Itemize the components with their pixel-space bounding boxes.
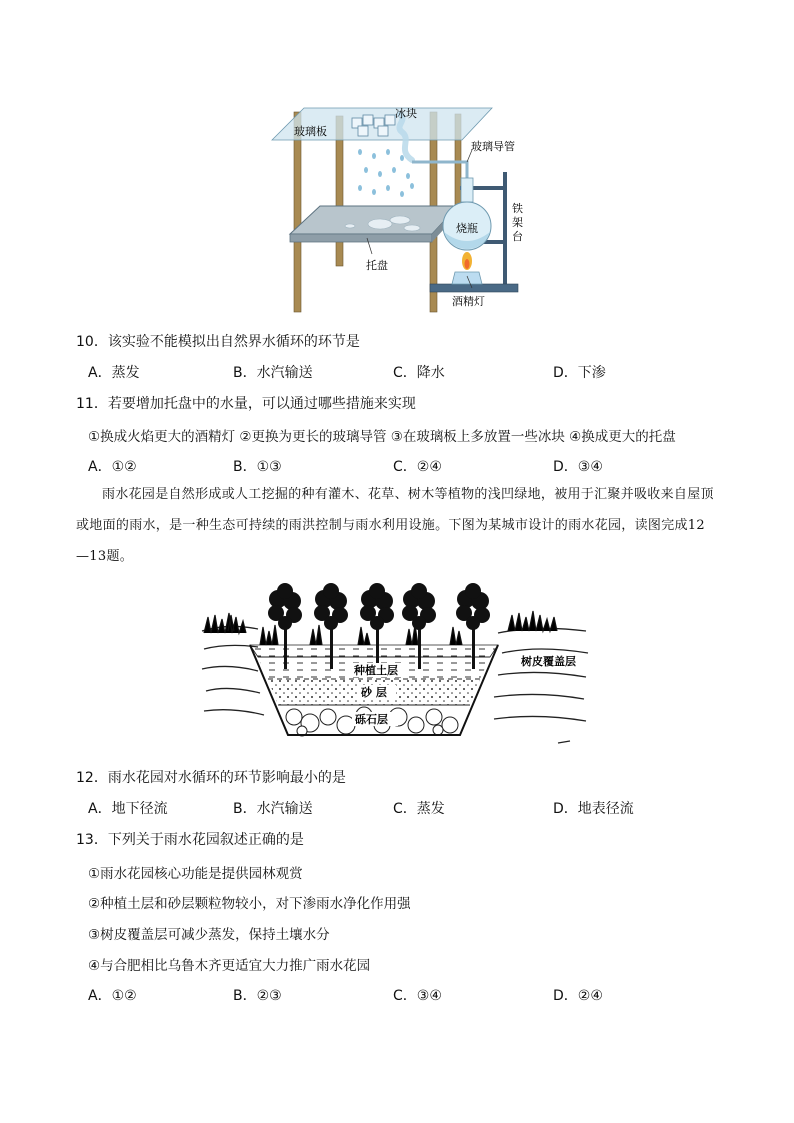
- label-gravel-layer: 砾石层: [355, 713, 388, 726]
- q13-statement-2: ②种植土层和砂层颗粒物较小，对下渗雨水净化作用强: [88, 896, 411, 912]
- q12-option-a[interactable]: A．地下径流: [88, 801, 168, 817]
- q11-option-c[interactable]: C．②④: [393, 459, 442, 475]
- q11-stem: 11．若要增加托盘中的水量，可以通过哪些措施来实现: [76, 396, 416, 412]
- q10-option-b[interactable]: B．水汽输送: [233, 365, 313, 381]
- q12-option-d[interactable]: D．地表径流: [553, 801, 634, 817]
- rain-garden-diagram: [198, 583, 592, 748]
- q11-statement: ①换成火焰更大的酒精灯 ②更换为更长的玻璃导管 ③在玻璃板上多放置一些冰块 ④换成更大的托盘: [88, 429, 676, 445]
- q13-statement-4: ④与合肥相比乌鲁木齐更适宜大力推广雨水花园: [88, 958, 371, 974]
- q13-option-c[interactable]: C．③④: [393, 988, 442, 1004]
- label-glass-plate: 玻璃板: [294, 125, 327, 138]
- experiment-diagram: [262, 100, 532, 315]
- q11-option-d[interactable]: D．③④: [553, 459, 603, 475]
- label-stand-2: 架: [512, 216, 523, 229]
- q13-option-a[interactable]: A．①②: [88, 988, 137, 1004]
- q10-option-a[interactable]: A．蒸发: [88, 365, 140, 381]
- reading-passage: 雨水花园是自然形成或人工挖掘的种有灌木、花草、树木等植物的浅凹绿地，被用于汇聚并吸收来自屋顶或地面的雨水，是一种生态可持续的雨洪控制与雨水利用设施。下图为某城市设计的雨水花园，读图完成12—13题。: [76, 487, 714, 564]
- label-stand-3: 台: [512, 230, 523, 243]
- label-stand-1: 铁: [512, 202, 523, 215]
- q11-option-b[interactable]: B．①③: [233, 459, 282, 475]
- label-planting-soil: 种植土层: [354, 664, 398, 677]
- q10-option-c[interactable]: C．降水: [393, 365, 445, 381]
- q13-stem: 13．下列关于雨水花园叙述正确的是: [76, 832, 304, 848]
- q13-statement-3: ③树皮覆盖层可减少蒸发，保持土壤水分: [88, 927, 330, 943]
- label-bark-cover: 树皮覆盖层: [521, 655, 576, 668]
- label-tray: 托盘: [366, 259, 388, 272]
- q12-option-c[interactable]: C．蒸发: [393, 801, 445, 817]
- q11-option-a[interactable]: A．①②: [88, 459, 137, 475]
- label-sand-layer: 砂 层: [361, 686, 387, 699]
- q13-option-b[interactable]: B．②③: [233, 988, 282, 1004]
- label-lamp: 酒精灯: [452, 295, 485, 308]
- q10-option-d[interactable]: D．下渗: [553, 365, 606, 381]
- label-glass-tube: 玻璃导管: [471, 140, 515, 153]
- q10-stem: 10．该实验不能模拟出自然界水循环的环节是: [76, 334, 360, 350]
- q12-option-b[interactable]: B．水汽输送: [233, 801, 313, 817]
- label-flask: 烧瓶: [456, 222, 478, 235]
- q12-stem: 12．雨水花园对水循环的环节影响最小的是: [76, 770, 346, 786]
- q13-option-d[interactable]: D．②④: [553, 988, 603, 1004]
- label-ice: 冰块: [395, 107, 417, 120]
- q13-statement-1: ①雨水花园核心功能是提供园林观赏: [88, 866, 303, 882]
